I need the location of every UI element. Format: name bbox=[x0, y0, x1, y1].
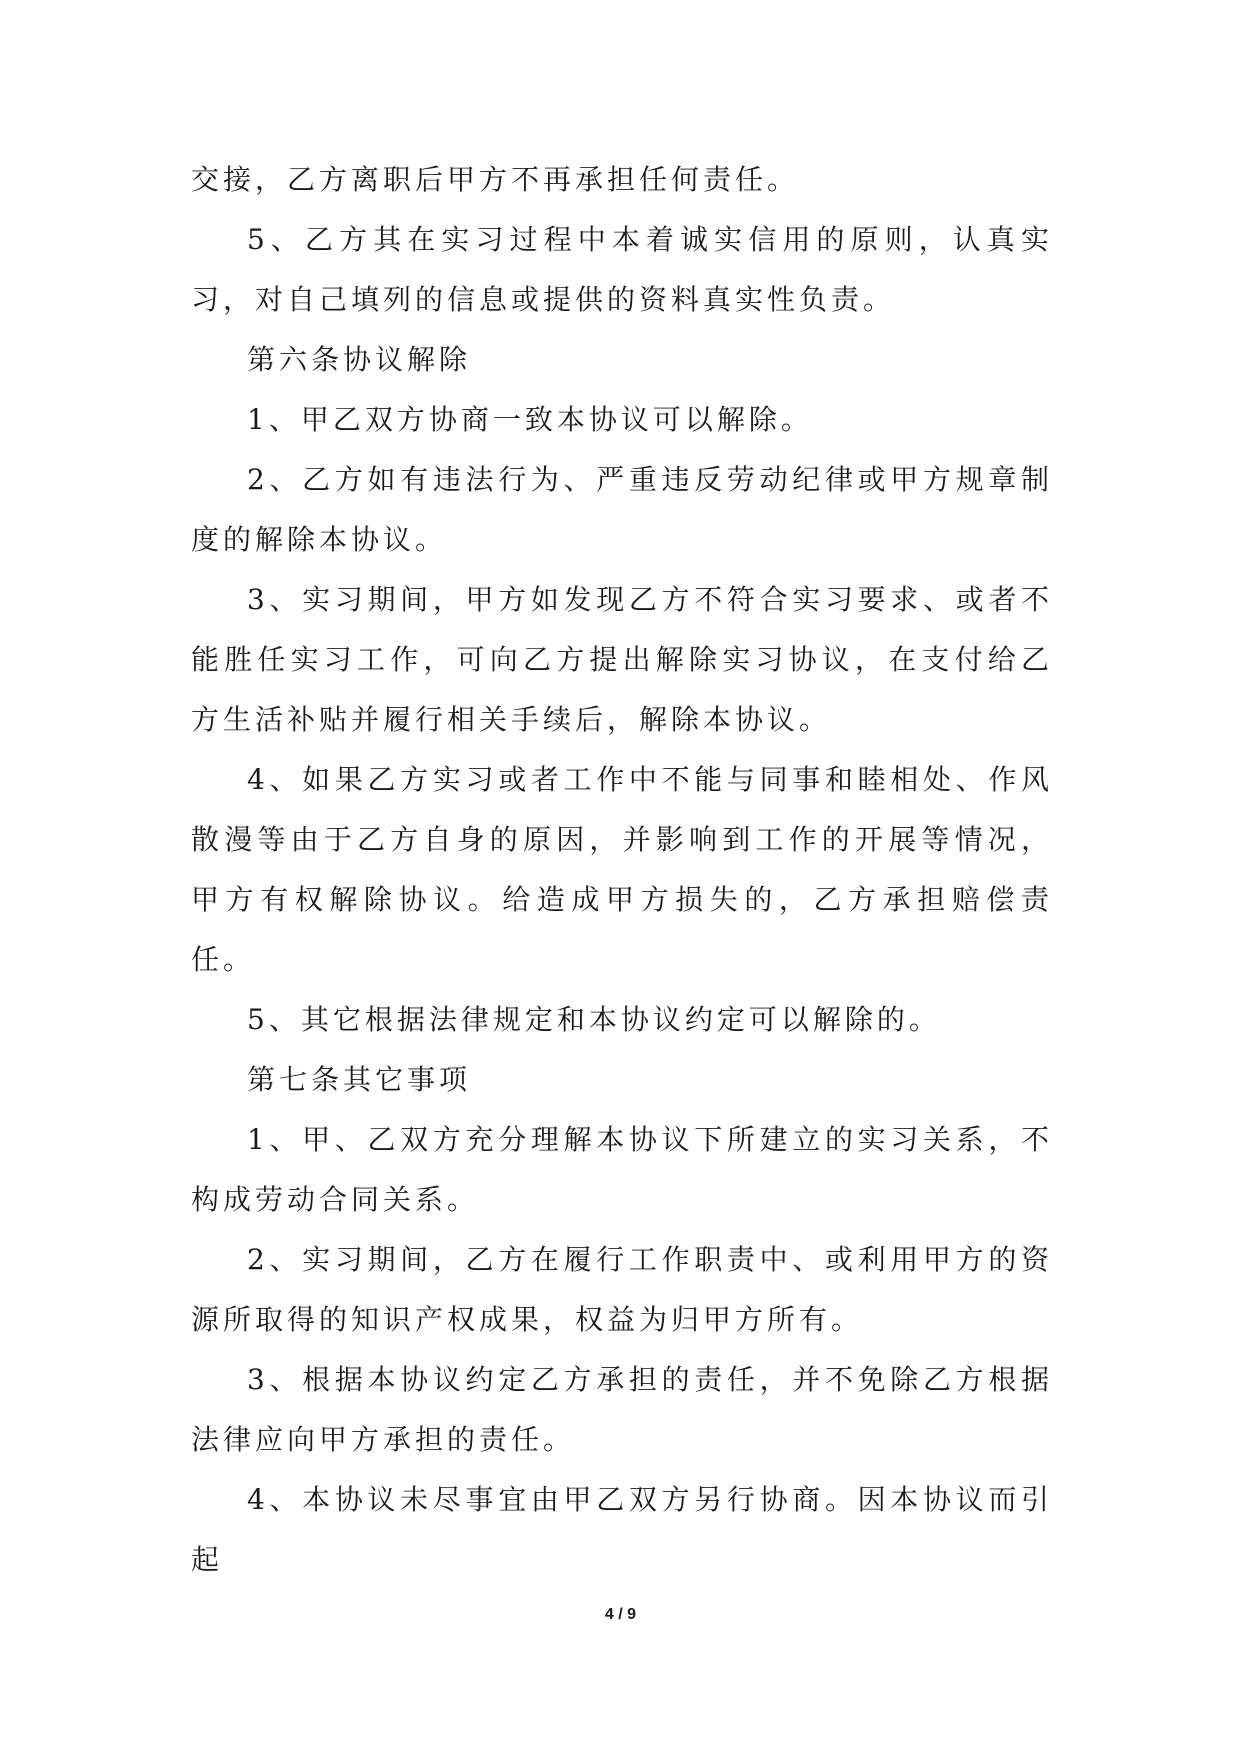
paragraph: 3、根据本协议约定乙方承担的责任，并不免除乙方根据法律应向甲方承担的责任。 bbox=[191, 1363, 1053, 1456]
paragraph: 1、甲乙双方协商一致本协议可以解除。 bbox=[247, 403, 813, 436]
paragraph: 4、如果乙方实习或者工作中不能与同事和睦相处、作风散漫等由于乙方自身的原因，并影响到工作的开展等情况，甲方有权解除协议。给造成甲方损失的，乙方承担赔偿责任。 bbox=[191, 763, 1053, 976]
section-heading: 第六条协议解除 bbox=[247, 343, 472, 376]
document-body bbox=[191, 150, 1053, 1590]
paragraph: 5、其它根据法律规定和本协议约定可以解除的。 bbox=[247, 1003, 941, 1036]
paragraph: 5、乙方其在实习过程中本着诚实信用的原则，认真实习，对自己填列的信息或提供的资料真实性负责。 bbox=[191, 223, 1053, 316]
paragraph-continuation: 交接，乙方离职后甲方不再承担任何责任。 bbox=[191, 163, 800, 196]
paragraph: 2、实习期间，乙方在履行工作职责中、或利用甲方的资源所取得的知识产权成果，权益为归甲方所有。 bbox=[191, 1243, 1053, 1336]
paragraph: 3、实习期间，甲方如发现乙方不符合实习要求、或者不能胜任实习工作，可向乙方提出解除实习协议，在支付给乙方生活补贴并履行相关手续后，解除本协议。 bbox=[191, 583, 1053, 736]
section-heading: 第七条其它事项 bbox=[247, 1063, 472, 1096]
paragraph: 1、甲、乙双方充分理解本协议下所建立的实习关系，不构成劳动合同关系。 bbox=[191, 1123, 1053, 1216]
paragraph: 4、本协议未尽事宜由甲乙双方另行协商。因本协议而引起 bbox=[191, 1483, 1053, 1576]
paragraph: 2、乙方如有违法行为、严重违反劳动纪律或甲方规章制度的解除本协议。 bbox=[191, 463, 1053, 556]
page-number: 4 / 9 bbox=[604, 1606, 637, 1623]
